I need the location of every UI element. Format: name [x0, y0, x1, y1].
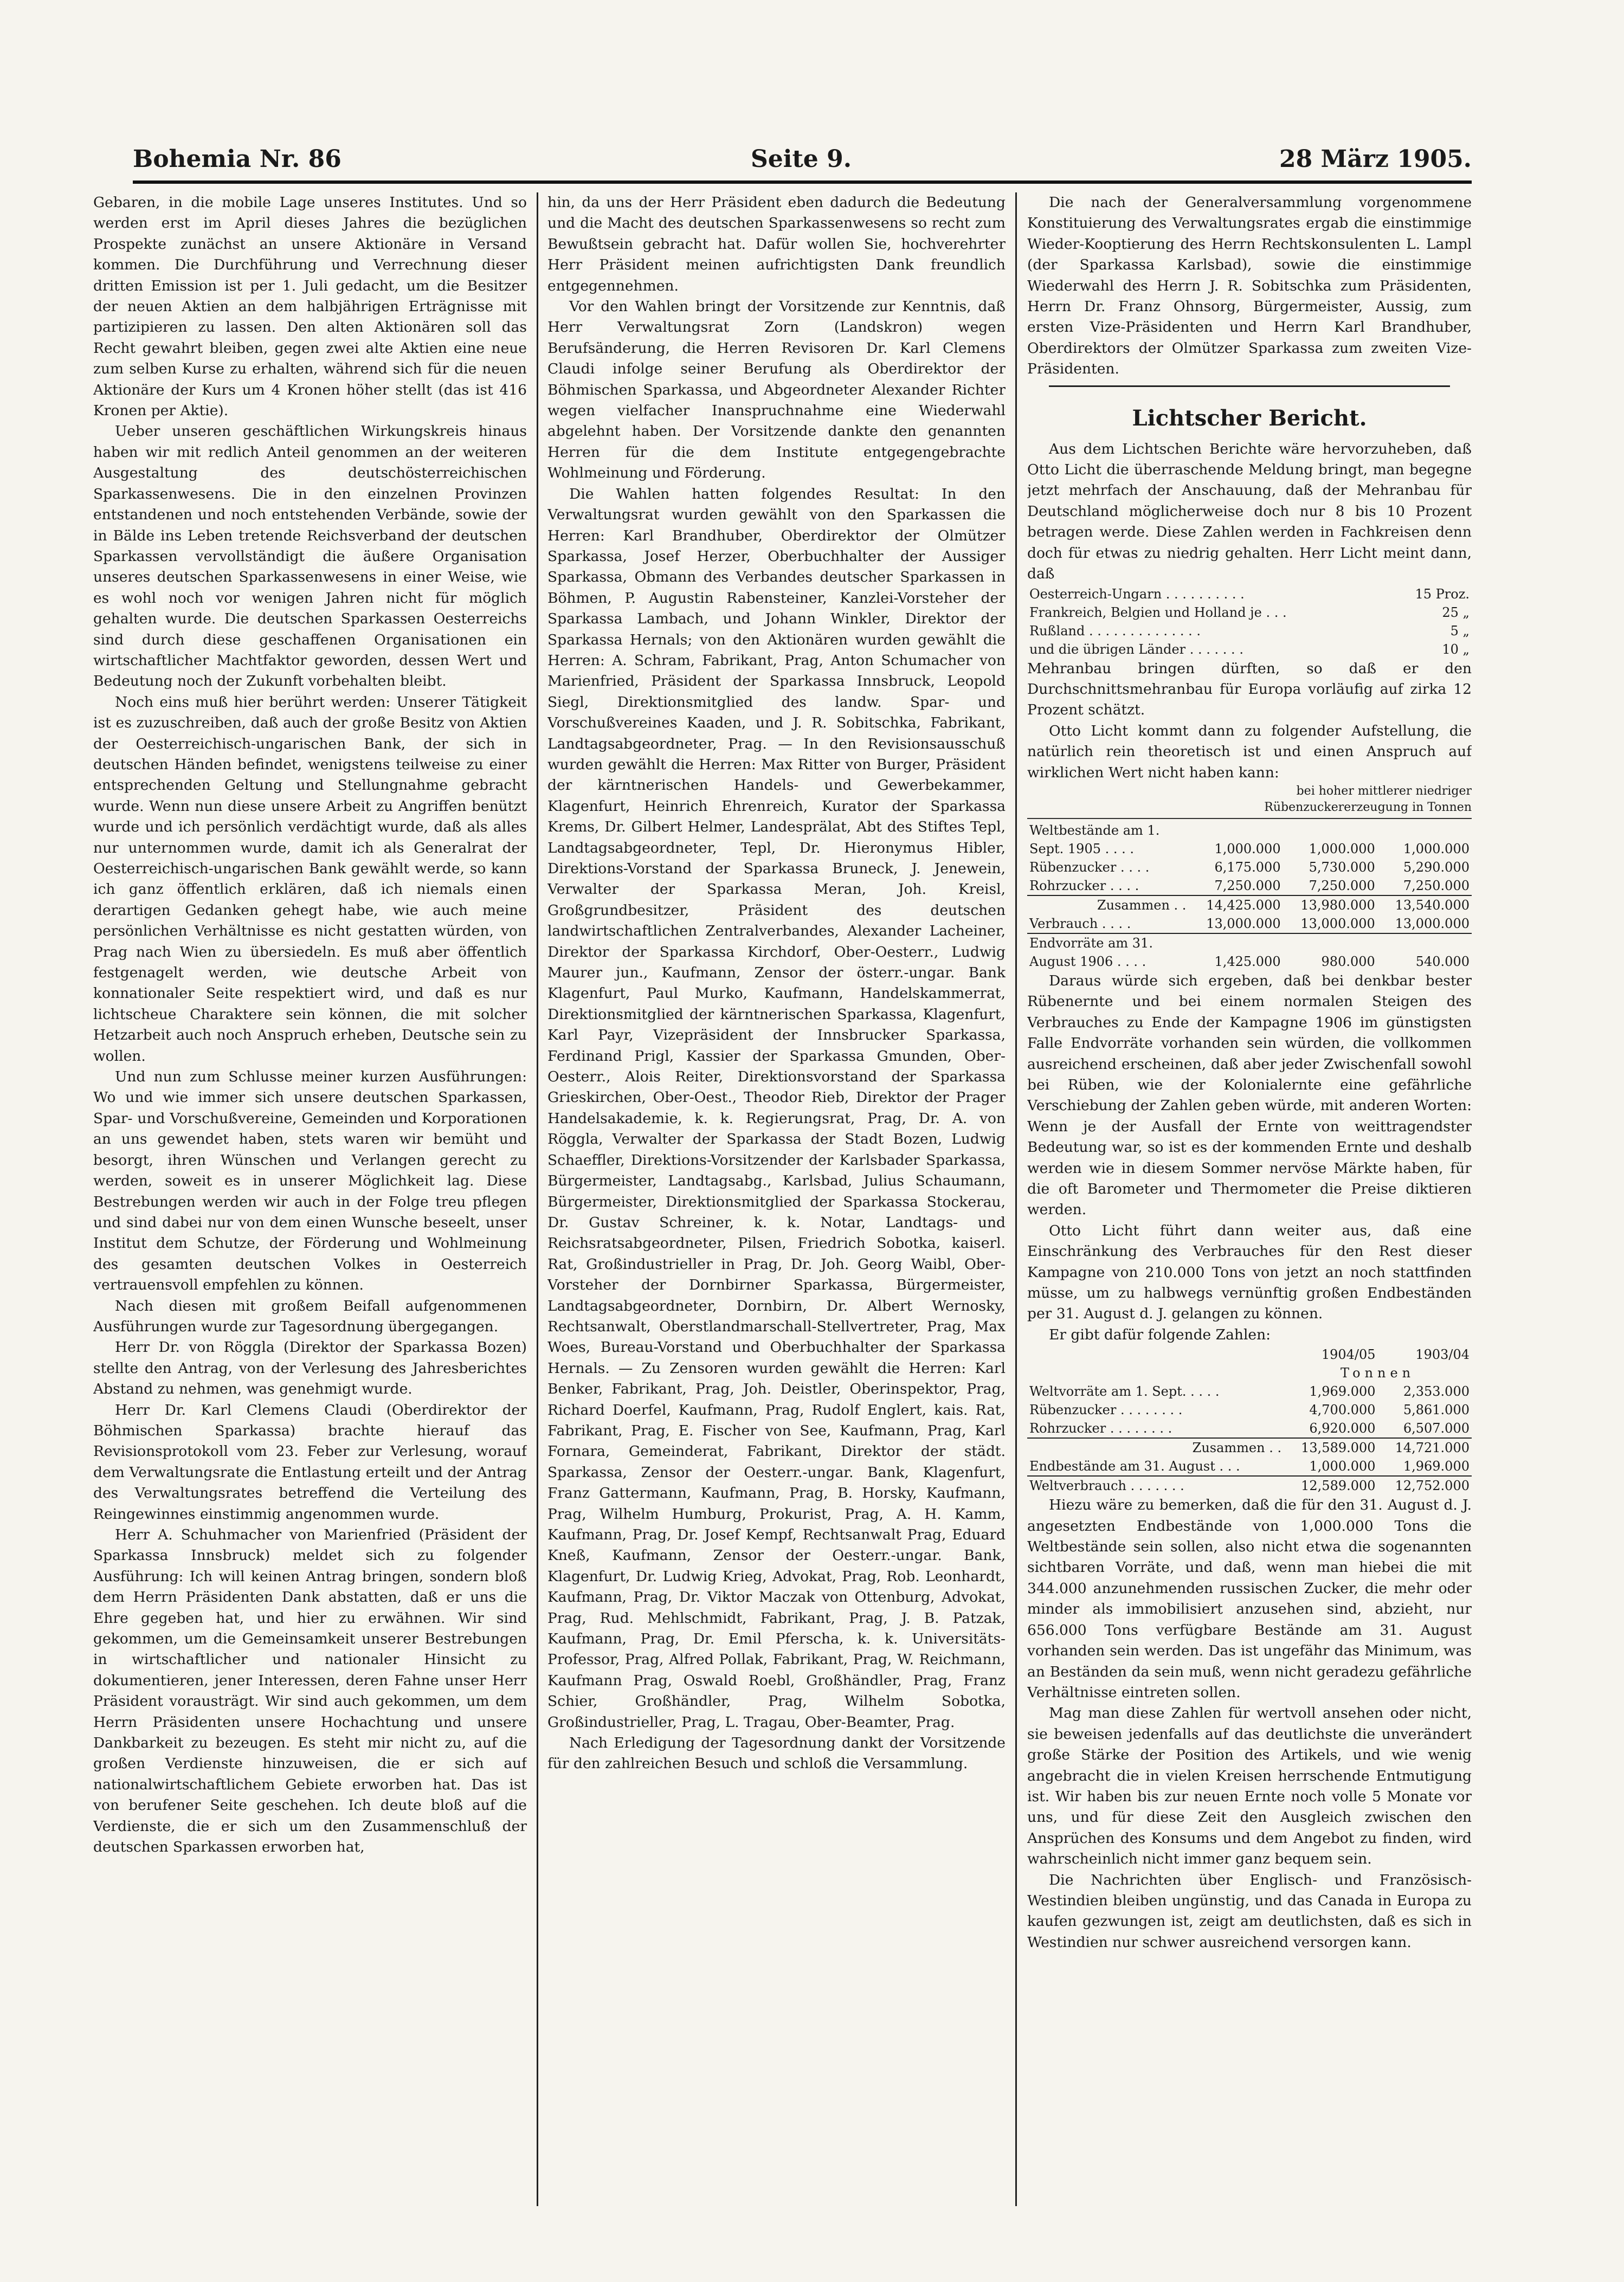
- table-row: [1027, 1438, 1472, 1457]
- paragraph: Gebaren, in die mobile Lage unseres Institutes. Und so werden erst im April dieses Jahres die bezüglichen Prospekte zunächst an unsere Aktionäre in Versand kommen. Die Durchführung und Verrechnung dieser dritten Emission ist per 1. Juli gedacht, um die Besitzer der neuen Aktien an dem halbjährigen Erträgnisse mit partizipieren zu lassen. Den alten Aktionären soll das Recht gewahrt bleiben, gegen zwei alte Aktien eine neue zum selben Kurse zu erhalten, während sich für die neuen Aktionäre der Kurs um 4 Kronen höher stellt (das ist 416 Kronen per Aktie).: [93, 194, 527, 420]
- table-caption: bei hoher mittlerer niedriger: [1296, 784, 1472, 798]
- row-label: Weltvorräte am 1. Sept. . . . .: [1029, 1384, 1220, 1400]
- row-label: [1027, 1345, 1284, 1364]
- column-2: [547, 192, 1006, 2209]
- paragraph: Herr Dr. von Röggla (Direktor der Sparkassa Bozen) stellte den Antrag, von der Verlesung des Jahresberichtes Abstand zu nehmen, was genehmigt wurde.: [93, 1339, 527, 1398]
- cell: 5,290.000: [1403, 859, 1470, 875]
- cell: 980.000: [1321, 953, 1375, 969]
- cell: 5,730.000: [1309, 859, 1375, 875]
- row-value: 15 Proz.: [1415, 586, 1470, 602]
- table-row: [1027, 585, 1472, 603]
- table-row: [1027, 933, 1472, 952]
- cell: 1,000.000: [1309, 1459, 1376, 1474]
- cell: 6,507.000: [1403, 1421, 1470, 1436]
- cell: 2,353.000: [1403, 1384, 1470, 1400]
- table-row: [1027, 1419, 1472, 1438]
- row-value: 10 „: [1442, 641, 1470, 657]
- table-row: [1027, 603, 1472, 622]
- column-divider-2: [1015, 192, 1017, 2206]
- row-label: Rußland . . . . . . . . . . . . . .: [1029, 623, 1201, 639]
- newspaper-issue: Bohemia Nr. 86: [133, 145, 341, 173]
- row-label: Zusammen . .: [1027, 895, 1188, 914]
- cell: 4,700.000: [1309, 1402, 1376, 1418]
- paragraph: Nach diesen mit großem Beifall aufgenommenen Ausführungen wurde zur Tagesordnung übergegangen.: [93, 1297, 527, 1335]
- cell: 14,721.000: [1378, 1438, 1472, 1457]
- paragraph: Die Wahlen hatten folgendes Resultat: In den Verwaltungsrat wurden gewählt von den Sparkassen die Herren: Karl Brandhuber, Oberdirektor der Olmützer Sparkassa, Josef Herzer, Oberbuchhalter der Aussiger Sparkassa, Obmann des Verbandes deutscher Sparkassen in Böhmen, P. Augustin Rabensteiner, Kanzlei-Vorsteher der Sparkassa Lambach, und Johann Winkler, Direktor der Sparkassa Hernals; von den Aktionären wurden gewählt die Herren: A. Schram, Fabrikant, Prag, Anton Schumacher von Marienfried, Präsident der Sparkassa Innsbruck, Leopold Siegl, Direktionsmitglied des landw. Spar- und Vorschußvereines Kaaden, und J. R. Sobitschka, Fabrikant, Landtagsabgeordneter, Prag. — In den Revisionsausschuß wurden gewählt die Herren: Max Ritter von Burger, Präsident der kärntnerischen Handels- und Gewerbekammer, Klagenfurt, Heinrich Ehrenreich, Kurator der Sparkassa Krems, Dr. Gilbert Helmer, Landesprälat, Abt des Stiftes Tepl, Landtagsabgeordneter, Tepl, Dr. Hieronymus Hibler, Direktions-Vorstand der Sparkassa Bruneck, J. Jenewein, Verwalter der Sparkassa Meran, Joh. Kreisl, Großgrundbesitzer, Präsident des deutschen landwirtschaftlichen Zentralverbandes, Alexander Lacheiner, Direktor der Sparkassa Kirchdorf, Ober-Oesterr., Ludwig Maurer jun., Kaufmann, Zensor der österr.-ungar. Bank Klagenfurt, Paul Murko, Kaufmann, Handelskammerrat, Direktionsmitglied der kärntnerischen Sparkassa, Klagenfurt, Karl Payr, Vizepräsident der Innsbrucker Sparkassa, Ferdinand Prigl, Kassier der Sparkassa Gmunden, Ober-Oesterr., Alois Reiter, Direktionsvorstand der Sparkassa Grieskirchen, Ober-Oest., Theodor Rieb, Direktor der Prager Handelsakademie, k. k. Regierungsrat, Prag, Dr. A. von Röggla, Verwalter der Sparkassa der Stadt Bozen, Ludwig Schaeffler, Direktions-Vorsitzender der Karlsbader Sparkassa, Bürgermeister, Landtagsabg., Karlsbad, Julius Schaumann, Bürgermeister, Direktionsmitglied der Sparkassa Stockerau, Dr. Gustav Schreiner, k. k. Notar, Landtags- und Reichsratsabgeordneter, Pilsen, Friedrich Sobotka, kaiserl. Rat, Großindustrieller in Prag, Dr. Joh. Georg Waibl, Ober-Vorsteher der Dornbirner Sparkassa, Bürgermeister, Landtagsabgeordneter, Dornbirn, Dr. Albert Wernosky, Rechtsanwalt, Oberstlandmarschall-Stellvertreter, Prag, Max Woes, Bureau-Vorstand und Oberbuchhalter der Sparkassa Hernals. — Zu Zensoren wurden gewählt die Herren: Karl Benker, Fabrikant, Prag, Joh. Deistler, Oberinspektor, Prag, Richard Doerfel, Kaufmann, Prag, Rudolf Englert, kais. Rat, Fabrikant, Prag, E. Fischer von See, Kaufmann, Prag, Karl Fornara, Gemeinderat, Fabrikant, Direktor der städt. Sparkassa, Zensor der Oesterr.-ungar. Bank, Klagenfurt, Franz Gattermann, Kaufmann, Prag, B. Horsky, Kaufmann, Prag, Wilhelm Humburg, Prokurist, Prag, A. H. Kamm, Kaufmann, Prag, Dr. Josef Kempf, Rechtsanwalt Prag, Eduard Kneß, Kaufmann, Zensor der Oesterr.-ungar. Bank, Klagenfurt, Dr. Ludwig Krieg, Advokat, Prag, Rob. Leonhardt, Kaufmann, Prag, Dr. Viktor Maczak von Ottenburg, Advokat, Prag, Rud. Mehlschmidt, Fabrikant, Prag, J. B. Patzak, Kaufmann, Prag, Dr. Emil Pferscha, k. k. Universitäts-Professor, Prag, Alfred Pollak, Fabrikant, Prag, W. Reichmann, Kaufmann Prag, Oswald Roebl, Großhändler, Prag, Franz Schier, Großhändler, Prag, Wilhelm Sobotka, Großindustrieller, Prag, L. Tragau, Ober-Beamter, Prag.: [547, 485, 1006, 1731]
- table-row: [1027, 1476, 1472, 1495]
- paragraph: Mehranbau bringen dürften, so daß er den Durchschnittsmehranbau für Europa vorläufig auf zirka 12 Prozent schätzt.: [1027, 660, 1472, 719]
- paragraph: Ueber unseren geschäftlichen Wirkungskreis hinaus haben wir mit redlich Anteil genommen an der weiteren Ausgestaltung des deutschösterreichischen Sparkassenwesens. Die in den einzelnen Provinzen entstandenen und noch entstehenden Verbände, sowie der in Bälde ins Leben tretende Reichsverband der deutschen Sparkassen vervollständigt die äußere Organisation unseres deutschen Sparkassenwesens in einer Weise, wie es wohl noch vor wenigen Jahren nicht für möglich gehalten wurde. Die deutschen Sparkassen Oesterreichs sind durch diese geschaffenen Organisationen ein wirtschaftlicher Machtfaktor geworden, dessen Wert und Bedeutung noch der Zukunft vorbehalten bleibt.: [93, 423, 527, 690]
- cell: [1283, 821, 1377, 840]
- column-header: 1903/04: [1415, 1347, 1470, 1363]
- table-row: [1027, 895, 1472, 914]
- row-label: Weltverbrauch . . . . . . .: [1027, 1476, 1284, 1495]
- row-label: Sept. 1905 . . . .: [1029, 841, 1135, 856]
- row-label: August 1906 . . . .: [1029, 953, 1146, 969]
- table-row: [1027, 914, 1472, 933]
- cell: [1377, 933, 1472, 952]
- table-row: [1027, 1364, 1472, 1382]
- cell: 5,861.000: [1403, 1402, 1470, 1418]
- paragraph: Herr A. Schuhmacher von Marienfried (Präsident der Sparkassa Innsbruck) meldet sich zu folgender Ausführung: Ich will keinen Antrag bringen, sondern bloß dem Herrn Präsidenten Dank abstatten, daß er uns die Ehre gegeben hat, und hier zu erwähnen. Wir sind gekommen, um die Gemeinsamkeit unserer Bestrebungen in wirtschaftlicher und nationaler Hinsicht zu dokumentieren, jener Interessen, deren Fahne unser Herr Präsident vorausträgt. Wir sind auch gekommen, um dem Herrn Präsidenten unsere Hochachtung und unsere Dankbarkeit zu bezeugen. Es steht mir nicht zu, auf die großen Verdienste hinzuweisen, die er sich auf nationalwirtschaftlichem Gebiete erworben hat. Das ist von berufener Seite geschehen. Ich deute bloß auf die Verdienste, die er sich um den Zusammenschluß der deutschen Sparkassen erworben hat,: [93, 1526, 527, 1856]
- paragraph: Noch eins muß hier berührt werden: Unserer Tätigkeit ist es zuzuschreiben, daß auch der große Besitz von Aktien der Oesterreichisch-ungarischen Bank, der sich in deutschen Händen befindet, wenigstens teilweise zu einer entsprechenden Geltung und Stellungnahme gebracht wurde. Wenn nun diese unsere Arbeit zu Angriffen benützt wurde und ich persönlich verdächtigt wurde, daß als alles nur unternommen wurde, damit ich als Generalrat der Oesterreichisch-ungarischen Bank gewählt werde, so kann ich ganz öffentlich erklären, daß ich niemals einen derartigen Gedanken gehegt habe, wie auch meine persönlichen Verhältnisse es nicht gestatten würden, von Prag nach Wien zu übersiedeln. Es muß aber öffentlich festgenagelt werden, wie deutsche Arbeit von konnationaler Seite respektiert wird, und daß es nur lichtscheue Charaktere sein können, die mit solcher Hetzarbeit auch noch Anspruch erheben, Deutsche sein zu wollen.: [93, 693, 527, 1065]
- issue-date: 28 März 1905.: [1279, 145, 1472, 173]
- cell: [1188, 821, 1283, 840]
- row-label: Oesterreich-Ungarn . . . . . . . . . .: [1029, 586, 1245, 602]
- cell: 12,589.000: [1284, 1476, 1377, 1495]
- row-value: 5 „: [1450, 623, 1470, 639]
- table-row: [1027, 858, 1472, 876]
- cell: 7,250.000: [1309, 878, 1375, 893]
- table-row: [1027, 1401, 1472, 1419]
- cell: 13,540.000: [1377, 895, 1472, 914]
- section-rule: [1049, 385, 1450, 387]
- cell: 6,920.000: [1309, 1421, 1376, 1436]
- cell: [1377, 821, 1472, 840]
- cell: 1,425.000: [1214, 953, 1281, 969]
- paragraph: Nach Erledigung der Tagesordnung dankt der Vorsitzende für den zahlreichen Besuch und schloß die Versammlung.: [547, 1735, 1006, 1772]
- table-caption: Rübenzuckererzeugung in Tonnen: [1264, 800, 1472, 814]
- column-divider-1: [537, 192, 538, 2206]
- cell: 1,000.000: [1309, 841, 1375, 856]
- cell: 13,589.000: [1284, 1438, 1377, 1457]
- column-3: [1027, 192, 1472, 2209]
- cell: 13,980.000: [1283, 895, 1377, 914]
- paragraph: Und nun zum Schlusse meiner kurzen Ausführungen: Wo und wie immer sich unsere deutschen Sparkassen, Spar- und Vorschußvereine, Gemeinden und Korporationen an uns gewendet haben, stets waren wir bemüht und besorgt, ihren Wünschen und Verlangen gerecht zu werden, soweit es in unserer Möglichkeit lag. Diese Bestrebungen werden wir auch in der Folge treu pflegen und sind dabei nur von dem einen Wunsche beseelt, unser Institut dem Schutze, der Förderung und Wohlmeinung des gesamten deutschen Volkes in Oesterreich vertrauensvoll empfehlen zu können.: [93, 1068, 527, 1294]
- table-row: [1027, 640, 1472, 659]
- paragraph: Hiezu wäre zu bemerken, daß die für den 31. August d. J. angesetzten Endbestände von 1,000.000 Tons die Weltbestände sein sollen, also nicht etwa die sogenannten sichtbaren Vorräte, und daß, wenn man hiebei die mit 344.000 anzunehmenden russischen Zucker, die mehr oder minder als immobilisiert anzusehen sind, abzieht, nur 656.000 Tons verfügbare Bestände am 31. August vorhanden sein werden. Das ist ungefähr das Minimum, was an Beständen da sein muß, wenn nicht geradezu gefährliche Verhältnisse eintreten sollen.: [1027, 1497, 1472, 1701]
- sugar-estimate-table: [1027, 821, 1472, 971]
- table-row: [1027, 840, 1472, 858]
- row-label: Rohrzucker . . . . . . . .: [1029, 1421, 1172, 1436]
- row-label: Rübenzucker . . . . . . . .: [1029, 1402, 1183, 1418]
- column-1: [93, 192, 527, 2209]
- section-heading: Lichtscher Bericht.: [1132, 405, 1367, 431]
- cell: 1,969.000: [1309, 1384, 1376, 1400]
- row-value: 25 „: [1442, 604, 1470, 620]
- cell: 1,000.000: [1403, 841, 1470, 856]
- unit-header: Tonnen: [1340, 1365, 1415, 1381]
- paragraph: hin, da uns der Herr Präsident eben dadurch die Bedeutung und die Macht des deutschen Sparkassenwesens so recht zum Bewußtsein gebracht hat. Dafür wollen Sie, hochverehrter Herr Präsident meinen aufrichtigsten Dank freundlich entgegennehmen.: [547, 194, 1006, 294]
- paragraph: Die nach der Generalversammlung vorgenommene Konstituierung des Verwaltungsrates ergab die einstimmige Wieder-Kooptierung des Herrn Rechtskonsulenten L. Lampl (der Sparkassa Karlsbad), sowie die einstimmige Wiederwahl des Herrn J. R. Sobitschka zum Präsidenten, Herrn Dr. Franz Ohnsorg, Bürgermeister, Aussig, zum ersten Vize-Präsidenten und Herrn Karl Brandhuber, Oberdirektors der Olmützer Sparkassa zum zweiten Vize-Präsidenten.: [1027, 194, 1472, 378]
- cell: 1,969.000: [1403, 1459, 1470, 1474]
- cell: 7,250.000: [1403, 878, 1470, 893]
- row-label: Verbrauch . . . .: [1029, 916, 1131, 931]
- table-row: [1027, 622, 1472, 640]
- page-number: Seite 9.: [751, 145, 852, 173]
- table-row: [1027, 1345, 1472, 1364]
- row-label: Rohrzucker . . . .: [1029, 878, 1139, 893]
- cell: [1283, 933, 1377, 952]
- cell: 1,000.000: [1214, 841, 1281, 856]
- table-row: [1027, 1457, 1472, 1476]
- paragraph: Otto Licht kommt dann zu folgender Aufstellung, die natürlich rein theoretisch ist und einen Anspruch auf wirklichen Wert nicht haben kann:: [1027, 722, 1472, 781]
- table-rule: [1027, 818, 1472, 819]
- cell: 13,000.000: [1300, 916, 1375, 931]
- row-label: Endbestände am 31. August . . .: [1029, 1459, 1240, 1474]
- cell: 6,175.000: [1214, 859, 1281, 875]
- row-label: Endvorräte am 31.: [1027, 933, 1188, 952]
- cell: 14,425.000: [1188, 895, 1283, 914]
- cell: 13,000.000: [1395, 916, 1470, 931]
- header-rule: [133, 181, 1472, 184]
- row-label: Frankreich, Belgien und Holland je . . .: [1029, 604, 1287, 620]
- percentage-table: [1027, 585, 1472, 659]
- row-label: Zusammen . .: [1027, 1438, 1284, 1457]
- row-label: Weltbestände am 1.: [1029, 822, 1160, 838]
- paragraph: Daraus würde sich ergeben, daß bei denkbar bester Rübenernte und bei einem normalen Steigen des Verbrauches zu Ende der Kampagne 1906 im günstigsten Falle Endvorräte vorhanden sein würden, die vollkommen ausreichend erscheinen, daß aber jeder Zwischenfall sowohl bei Rüben, wie der Kolonialernte eine gefährliche Verschiebung der Zahlen geben würde, mit anderen Worten: Wenn je der Ausfall der Ernte von weittragendster Bedeutung war, so ist es der kommenden Ernte und deshalb werden wie in diesem Sommer nervöse Märkte haben, für die oft Barometer und Thermometer die Preise diktieren werden.: [1027, 972, 1472, 1219]
- paragraph: Vor den Wahlen bringt der Vorsitzende zur Kenntnis, daß Herr Verwaltungsrat Zorn (Landskron) wegen Berufsänderung, die Herren Revisoren Dr. Karl Clemens Claudi infolge seiner Berufung als Oberdirektor der Böhmischen Sparkassa, und Abgeordneter Alexander Richter wegen vielfacher Inanspruchnahme eine Wiederwahl abgelehnt haben. Der Vorsitzende dankte den genannten Herren für die dem Institute entgegengebrachte Wohlmeinung und Förderung.: [547, 298, 1006, 482]
- row-label: [1027, 1364, 1284, 1382]
- table-row: [1027, 952, 1472, 971]
- page-header: [133, 145, 1472, 183]
- cell: 12,752.000: [1378, 1476, 1472, 1495]
- row-label: Rübenzucker . . . .: [1029, 859, 1150, 875]
- paragraph: Mag man diese Zahlen für wertvoll ansehen oder nicht, sie beweisen jedenfalls auf das deutlichste die unverändert große Stärke der Position des Artikels, und wie wenig angebracht die in vielen Kreisen herrschende Entmutigung ist. Wir haben bis zur neuen Ernte noch volle 5 Monate vor uns, und für diese Zeit den Ausgleich zwischen den Ansprüchen des Konsums und dem Angebot zu finden, wird wahrscheinlich nicht immer ganz bequem sein.: [1027, 1705, 1472, 1868]
- paragraph: Die Nachrichten über Englisch- und Französisch-Westindien bleiben ungünstig, und das Canada in Europa zu kaufen gezwungen ist, zeigt am deutlichsten, daß es sich in Westindien nur schwer ausreichend versorgen kann.: [1027, 1871, 1472, 1951]
- world-stock-table: [1027, 1345, 1472, 1495]
- paragraph: Herr Dr. Karl Clemens Claudi (Oberdirektor der Böhmischen Sparkassa) brachte hierauf das Revisionsprotokoll vom 23. Feber zur Verlesung, worauf dem Verwaltungsrate die Entlastung erteilt und der Antrag des Verwaltungsrates betreffend die Verteilung des Reingewinnes einstimmig angenommen wurde.: [93, 1401, 527, 1523]
- paragraph: Er gibt dafür folgende Zahlen:: [1049, 1326, 1271, 1343]
- table-row: [1027, 876, 1472, 895]
- cell: 7,250.000: [1214, 878, 1281, 893]
- table-row: [1027, 1382, 1472, 1401]
- paragraph: Otto Licht führt dann weiter aus, daß eine Einschränkung des Verbrauches für den Rest dieser Kampagne von 210.000 Tons von jetzt an noch stattfinden müsse, um zu halbwegs vernünftig großen Endbeständen per 31. August d. J. gelangen zu können.: [1027, 1222, 1472, 1323]
- paragraph: Aus dem Lichtschen Berichte wäre hervorzuheben, daß Otto Licht die überraschende Meldung bringt, man begegne jetzt mehrfach der Anschauung, daß der Mehranbau für Deutschland möglicherweise doch nur 8 bis 10 Prozent betragen werde. Diese Zahlen werden in Fachkreisen denn doch für etwas zu niedrig gehalten. Herr Licht meint dann, daß: [1027, 440, 1472, 583]
- row-label: und die übrigen Länder . . . . . . .: [1029, 641, 1243, 657]
- table-row: [1027, 821, 1472, 840]
- column-header: 1904/05: [1321, 1347, 1376, 1363]
- cell: 13,000.000: [1206, 916, 1281, 931]
- cell: [1188, 933, 1283, 952]
- cell: 540.000: [1415, 953, 1470, 969]
